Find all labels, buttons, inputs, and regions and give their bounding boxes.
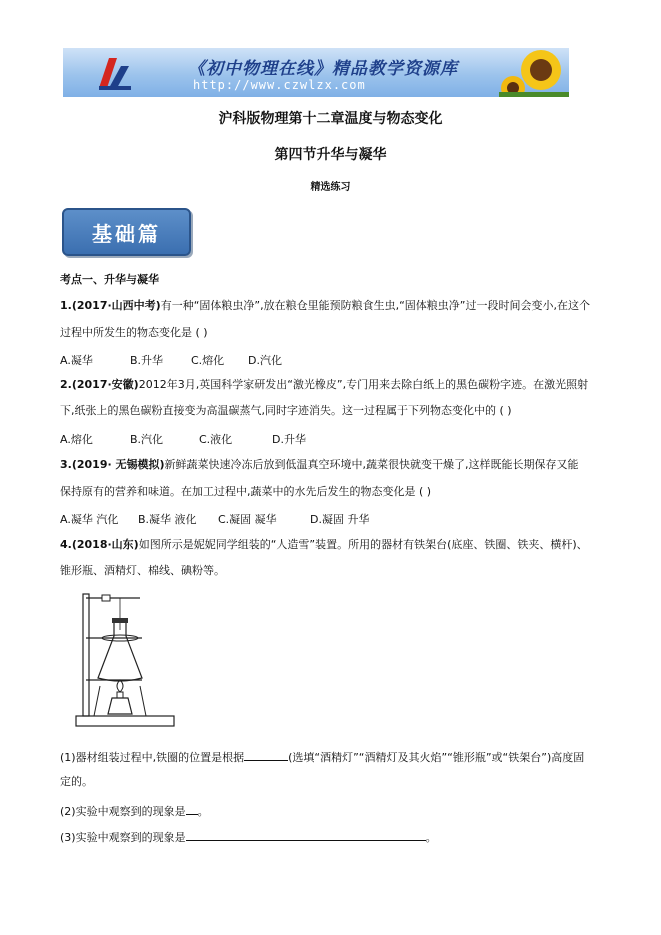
option-a: A.凝华 <box>60 354 93 367</box>
sub-question-1-line-1 <box>60 749 584 765</box>
sub-question-prefix: (1)器材组装过程中,铁圈的位置是根据 <box>60 751 245 764</box>
sub-question-1-line-2: 定的。 <box>60 775 93 788</box>
site-logo-icon <box>95 54 135 92</box>
conical-flask <box>98 622 142 681</box>
apparatus-diagram <box>72 590 177 730</box>
question-1-options <box>60 352 620 366</box>
iron-stand-pole <box>83 594 89 716</box>
question-2-line-2: 下,纸张上的黑色碳粉直接变为高温碳蒸气,同时字迹消失。这一过程属于下列物态变化中的 ( ) <box>60 404 512 417</box>
option-c: C.凝固 凝华 <box>218 513 277 526</box>
question-source: (2019· 无锡模拟) <box>71 458 165 471</box>
sub-question-suffix: 。 <box>425 831 437 844</box>
sub-question-3 <box>60 829 437 845</box>
alcohol-lamp <box>108 698 132 714</box>
document-title: 沪科版物理第十二章温度与物态变化 <box>218 111 443 127</box>
question-text: 2012年3月,英国科学家研发出“激光橡皮”,专门用来去除白纸上的黑色碳粉字迹。在激光照射 <box>138 378 589 391</box>
banner-url: http://www.czwlzx.com <box>193 78 366 92</box>
question-4-line-1 <box>60 538 588 552</box>
flame-icon <box>117 680 123 692</box>
question-source: (2017·山西中考) <box>71 299 161 312</box>
question-number: 2. <box>60 378 72 391</box>
header-banner <box>63 48 569 97</box>
option-d: D.汽化 <box>248 354 282 367</box>
question-1-line-2: 过程中所发生的物态变化是 ( ) <box>60 326 208 339</box>
option-b: B.凝华 液化 <box>138 513 197 526</box>
question-3-line-1 <box>60 458 579 472</box>
question-3-line-2: 保持原有的营养和味道。在加工过程中,蔬菜中的水先后发生的物态变化是 ( ) <box>60 485 432 498</box>
question-4-line-2: 锥形瓶、酒精灯、棉线、碘粉等。 <box>60 564 225 577</box>
answer-blank[interactable] <box>244 749 288 761</box>
iron-stand-base <box>76 716 174 726</box>
question-number: 3. <box>60 458 72 471</box>
option-d: D.升华 <box>272 433 306 446</box>
flask-stopper <box>112 618 128 623</box>
question-text: 如图所示是妮妮同学组装的“人造雪”装置。所用的器材有铁架台(底座、铁圈、铁夹、横杆)、 <box>138 538 588 551</box>
question-2-line-1 <box>60 378 588 392</box>
question-source: (2017·安徽) <box>71 378 139 391</box>
question-number: 1. <box>60 299 72 312</box>
option-d: D.凝固 升华 <box>310 513 370 526</box>
question-number: 4. <box>60 538 72 551</box>
sub-question-prefix: (2)实验中观察到的现象是 <box>60 805 186 818</box>
option-c: C.液化 <box>199 433 233 446</box>
level-badge: 基础篇 <box>62 208 191 256</box>
option-c: C.熔化 <box>191 354 225 367</box>
sub-question-suffix: 。 <box>197 805 209 818</box>
document-subtitle: 精选练习 <box>310 182 351 193</box>
option-b: B.升华 <box>130 354 164 367</box>
question-text: 有一种“固体粮虫净”,放在粮仓里能预防粮食生虫,“固体粮虫净”过一段时间会变小,在这个 <box>160 299 590 312</box>
section-title: 第四节升华与凝华 <box>274 147 387 163</box>
option-b: B.汽化 <box>130 433 164 446</box>
question-1-line-1 <box>60 299 590 313</box>
sunflower-icon <box>499 48 569 97</box>
sub-question-suffix: (选填“酒精灯”“酒精灯及其火焰”“锥形瓶”或“铁架台”)高度固 <box>288 751 585 764</box>
question-2-options <box>60 431 620 445</box>
sub-question-2 <box>60 803 209 819</box>
option-a: A.凝华 汽化 <box>60 513 119 526</box>
option-a: A.熔化 <box>60 433 93 446</box>
sub-question-prefix: (3)实验中观察到的现象是 <box>60 831 186 844</box>
topic-heading: 考点一、升华与凝华 <box>60 273 159 286</box>
answer-blank[interactable] <box>186 829 426 841</box>
question-3-options <box>60 511 620 525</box>
banner-title: 《初中物理在线》精品教学资源库 <box>188 59 458 79</box>
answer-blank[interactable] <box>186 803 198 815</box>
question-source: (2018·山东) <box>71 538 139 551</box>
question-text: 新鲜蔬菜快速冷冻后放到低温真空环境中,蔬菜很快就变干燥了,这样既能长期保存又能 <box>164 458 579 471</box>
